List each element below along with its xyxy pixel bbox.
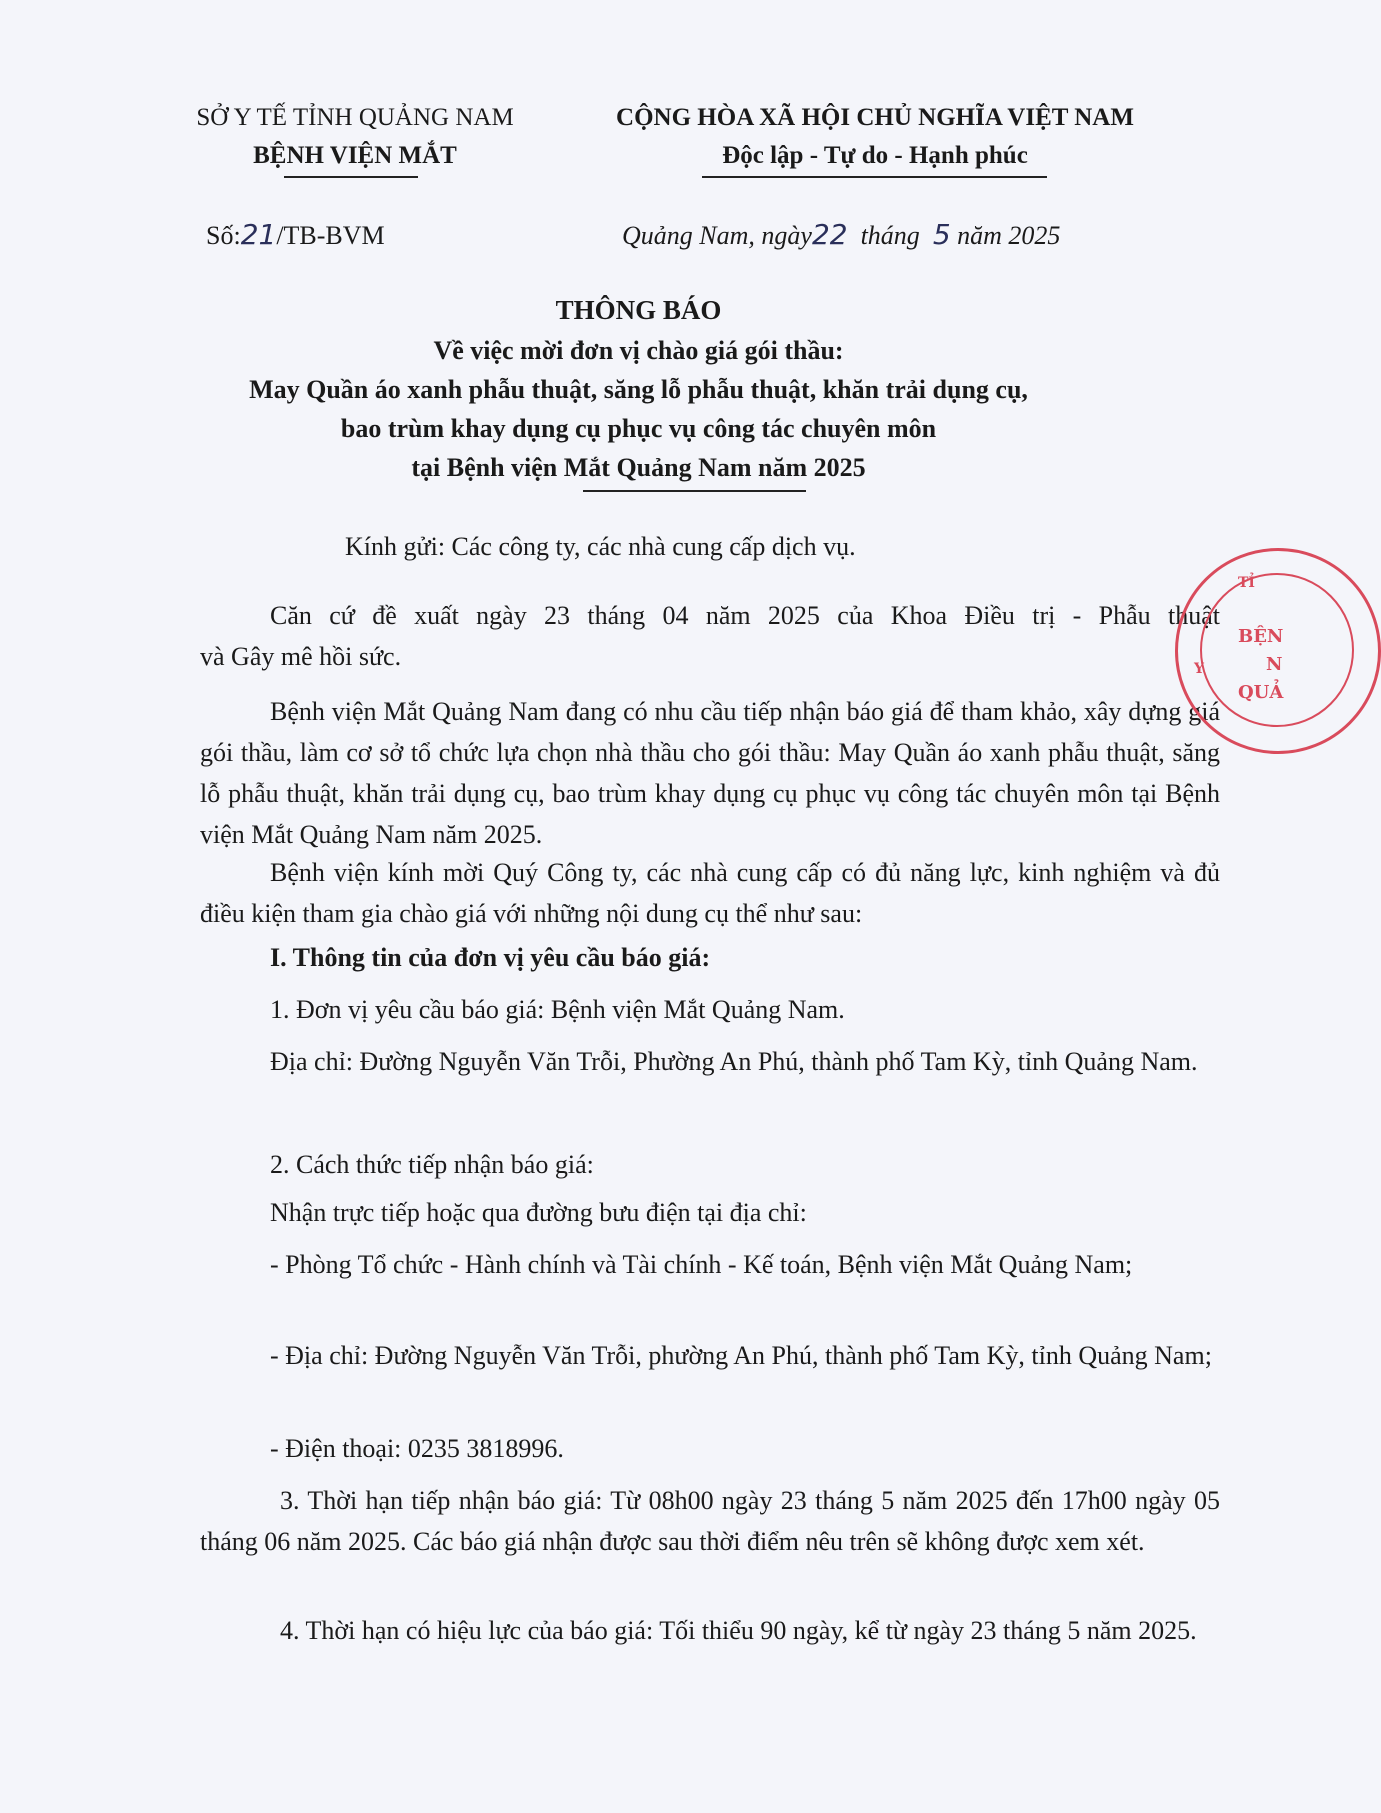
document-number [206, 218, 385, 251]
receiving-address: - Địa chỉ: Đường Nguyễn Văn Trỗi, phường An Phú, thành phố Tam Kỳ, tỉnh Quảng Nam; [270, 1341, 1212, 1370]
place-date-prefix: Quảng Nam, ngày [622, 221, 812, 250]
date-day-handwritten: 22 [811, 218, 848, 251]
red-seal-stamp [1175, 548, 1381, 754]
agency-name: SỞ Y TẾ TỈNH QUẢNG NAM [196, 104, 514, 131]
title-underline [583, 490, 806, 492]
receiving-method-detail: Nhận trực tiếp hoặc qua đường bưu điện tại địa chỉ: [270, 1198, 807, 1227]
section-heading: I. Thông tin của đơn vị yêu cầu báo giá: [270, 943, 711, 972]
seal-text-ti: TỈ [1238, 575, 1255, 591]
document-number-handwritten: 21 [240, 218, 277, 251]
seal-text-n: N [1266, 654, 1283, 675]
national-title: CỘNG HÒA XÃ HỘI CHỦ NGHĨA VIỆT NAM [616, 104, 1134, 131]
document-number-prefix: Số: [206, 221, 241, 250]
notice-subject-line3: bao trùm khay dụng cụ phục vụ công tác chuyên môn [340, 414, 937, 443]
seal-inner-ring [1200, 573, 1354, 727]
item-requesting-unit: 1. Đơn vị yêu cầu báo giá: Bệnh viện Mắt Quảng Nam. [270, 995, 845, 1024]
seal-text-benh: BỆN [1238, 626, 1284, 647]
hospital-name: BỆNH VIỆN MẮT [253, 142, 457, 169]
hospital-name-underline [284, 176, 418, 178]
national-motto: Độc lập - Tự do - Hạnh phúc [722, 142, 1028, 169]
item-deadline: 3. Thời hạn tiếp nhận báo giá: Từ 08h00 ngày 23 tháng 5 năm 2025 đến 17h00 ngày 05 tháng 06 năm 2025. Các báo giá nhận được sau thời điểm nêu trên sẽ không được xem xét. [200, 1486, 1220, 1556]
date-year: năm 2025 [957, 221, 1061, 250]
requesting-unit-address: Địa chỉ: Đường Nguyễn Văn Trỗi, Phường An Phú, thành phố Tam Kỳ, tỉnh Quảng Nam. [270, 1047, 1198, 1076]
item-receiving-method: 2. Cách thức tiếp nhận báo giá: [270, 1150, 594, 1179]
item-validity: 4. Thời hạn có hiệu lực của báo giá: Tối thiểu 90 ngày, kể từ ngày 23 tháng 5 năm 2025. [280, 1616, 1197, 1645]
date-month-handwritten: 5 [932, 218, 951, 251]
paragraph-basis-line2: và Gây mê hồi sức. [200, 642, 402, 671]
notice-title: THÔNG BÁO [555, 295, 722, 325]
place-date [622, 218, 1060, 251]
receiving-phone: - Điện thoại: 0235 3818996. [270, 1434, 564, 1463]
document-number-suffix: /TB-BVM [276, 221, 385, 250]
notice-subject-line1: Về việc mời đơn vị chào giá gói thầu: [433, 336, 844, 365]
notice-subject-line4: tại Bệnh viện Mắt Quảng Nam năm 2025 [411, 453, 866, 482]
motto-underline [702, 176, 1047, 178]
seal-text-qua: QUẢ [1238, 682, 1284, 703]
paragraph-invitation: Bệnh viện kính mời Quý Công ty, các nhà cung cấp có đủ năng lực, kinh nghiệm và đủ điều kiện tham gia chào giá với những nội dung cụ thể như sau: [200, 858, 1220, 928]
notice-subject-line2: May Quần áo xanh phẫu thuật, săng lỗ phẫu thuật, khăn trải dụng cụ, [249, 375, 1028, 404]
recipient-line: Kính gửi: Các công ty, các nhà cung cấp dịch vụ. [345, 532, 856, 561]
receiving-department: - Phòng Tổ chức - Hành chính và Tài chính - Kế toán, Bệnh viện Mắt Quảng Nam; [270, 1250, 1133, 1279]
date-month-label: tháng [860, 221, 920, 250]
seal-text-y: Y [1194, 661, 1204, 677]
paragraph-basis-line1: Căn cứ đề xuất ngày 23 tháng 04 năm 2025 của Khoa Điều trị - Phẫu thuật [270, 601, 1220, 630]
paragraph-need: Bệnh viện Mắt Quảng Nam đang có nhu cầu tiếp nhận báo giá để tham khảo, xây dựng giá gói thầu, làm cơ sở tổ chức lựa chọn nhà thầu cho gói thầu: May Quần áo xanh phẫu thuật, săng lỗ phẫu thuật, khăn trải dụng cụ, bao trùm khay dụng cụ phục vụ công tác chuyên môn tại Bệnh viện Mắt Quảng Nam năm 2025. [200, 697, 1220, 849]
